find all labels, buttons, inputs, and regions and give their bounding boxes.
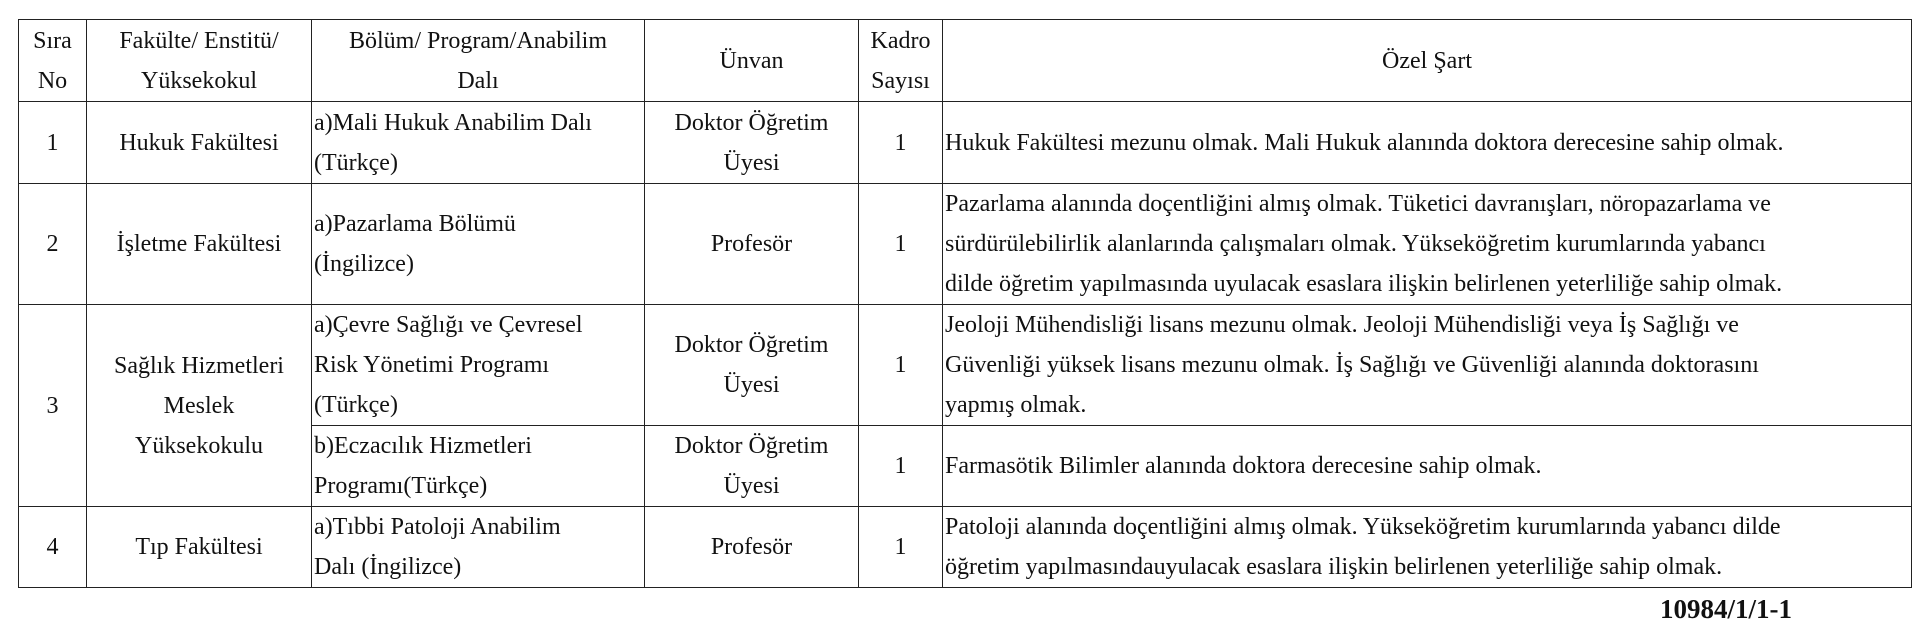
cell-ozel-sart: Patoloji alanında doçentliğini almış olmak. Yükseköğretim kurumlarında yabancı dilde öğretim yapılmasındauyulacak esaslara ilişkin belirlenen yeterliliğe sahip olmak. [943,507,1912,588]
cell-bolum: a)Tıbbi Patoloji Anabilim Dalı (İngilizce) [312,507,645,588]
table-row [19,507,1912,588]
cell-fakulte: İşletme Fakültesi [87,184,312,305]
cell-ozel-sart: Farmasötik Bilimler alanında doktora derecesine sahip olmak. [943,426,1912,507]
table-row [19,102,1912,184]
cell-unvan: Doktor Öğretim Üyesi [645,305,859,426]
cell-sira-no: 2 [19,184,87,305]
cell-kadro-sayisi: 1 [859,184,943,305]
header-fakulte: Fakülte/ Enstitü/ Yüksekokul [87,20,312,102]
cell-sira-no: 1 [19,102,87,184]
cell-sira-no: 4 [19,507,87,588]
cell-ozel-sart: Jeoloji Mühendisliği lisans mezunu olmak. Jeoloji Mühendisliği veya İş Sağlığı ve Güvenliği yüksek lisans mezunu olmak. İş Sağlığı ve Güvenliği alanında doktorasını yapmış olmak. [943,305,1912,426]
header-ozel-sart: Özel Şart [943,20,1912,102]
cell-bolum: b)Eczacılık Hizmetleri Programı(Türkçe) [312,426,645,507]
cell-kadro-sayisi: 1 [859,102,943,184]
cell-ozel-sart: Pazarlama alanında doçentliğini almış olmak. Tüketici davranışları, nöropazarlama ve sürdürülebilirlik alanlarında çalışmaları olmak. Yükseköğretim kurumlarında yabancı dilde öğretim yapılmasında uyulacak esaslara ilişkin belirlenen yeterliliğe sahip olmak. [943,184,1912,305]
cell-kadro-sayisi: 1 [859,426,943,507]
header-sira-no: Sıra No [19,20,87,102]
header-unvan: Ünvan [645,20,859,102]
cell-unvan: Profesör [645,184,859,305]
cell-bolum: a)Çevre Sağlığı ve Çevresel Risk Yönetimi Programı (Türkçe) [312,305,645,426]
cell-fakulte: Tıp Fakültesi [87,507,312,588]
cell-ozel-sart: Hukuk Fakültesi mezunu olmak. Mali Hukuk alanında doktora derecesine sahip olmak. [943,102,1912,184]
header-kadro-sayisi: Kadro Sayısı [859,20,943,102]
document-reference-number: 10984/1/1-1 [1660,594,1792,624]
cell-unvan: Profesör [645,507,859,588]
cell-fakulte: Sağlık Hizmetleri Meslek Yüksekokulu [87,305,312,507]
cell-sira-no: 3 [19,305,87,507]
cell-unvan: Doktor Öğretim Üyesi [645,102,859,184]
position-table [18,19,1912,588]
cell-bolum: a)Mali Hukuk Anabilim Dalı (Türkçe) [312,102,645,184]
header-row [19,20,1912,102]
table-row [19,184,1912,305]
cell-unvan: Doktor Öğretim Üyesi [645,426,859,507]
cell-bolum: a)Pazarlama Bölümü (İngilizce) [312,184,645,305]
header-bolum: Bölüm/ Program/Anabilim Dalı [312,20,645,102]
cell-kadro-sayisi: 1 [859,305,943,426]
table-row [19,305,1912,426]
cell-fakulte: Hukuk Fakültesi [87,102,312,184]
cell-kadro-sayisi: 1 [859,507,943,588]
